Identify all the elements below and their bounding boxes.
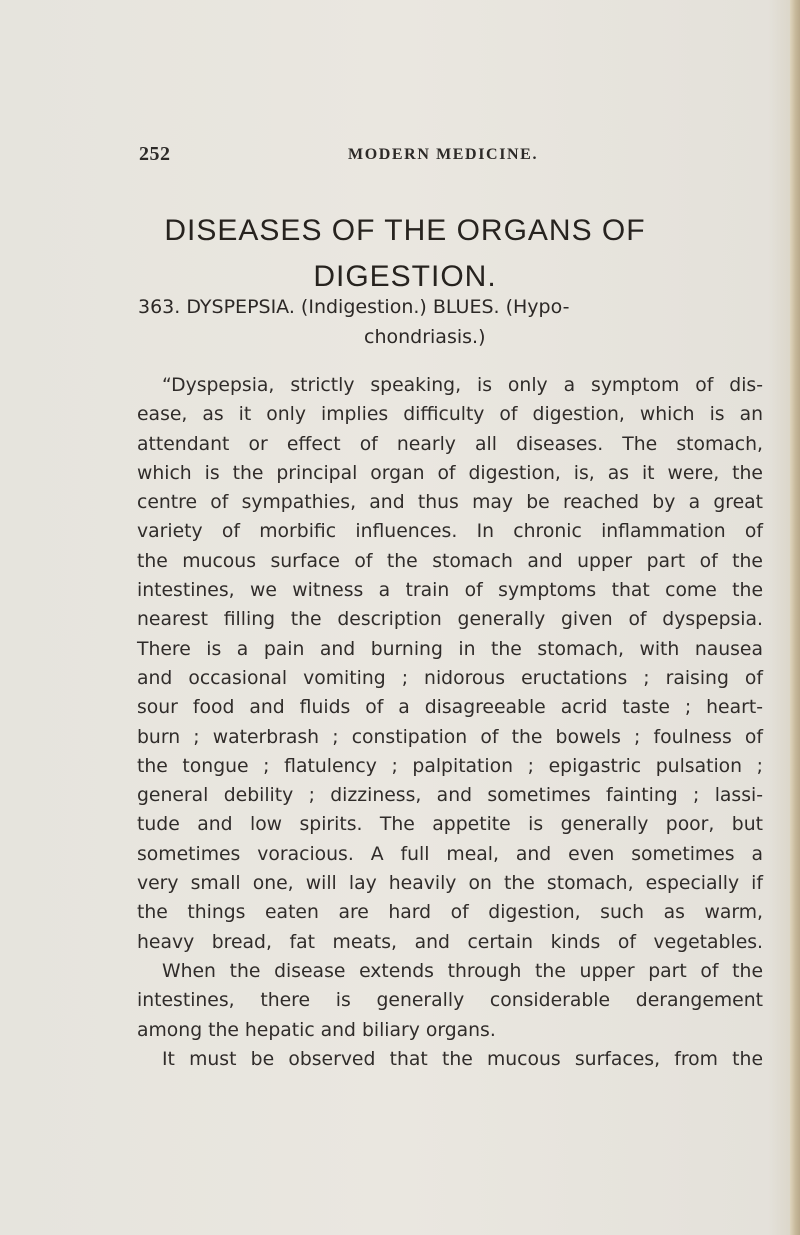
body-line: the mucous surface of the stomach and upper part of the bbox=[137, 550, 763, 572]
page-number: 252 bbox=[139, 143, 171, 165]
body-line: intestines, we witness a train of symptoms that come the bbox=[137, 580, 763, 602]
body-line: “Dyspepsia, strictly speaking, is only a symptom of dis- bbox=[162, 375, 763, 396]
section-title-line: DISEASES OF THE ORGANS OF bbox=[164, 214, 646, 247]
body-line: burn ; waterbrash ; constipation of the bowels ; foulness of bbox=[137, 726, 763, 748]
article-body bbox=[137, 371, 763, 1074]
body-line: sometimes voracious. A full meal, and even sometimes a bbox=[137, 843, 763, 865]
page-edge bbox=[790, 0, 800, 1235]
running-head bbox=[139, 143, 559, 169]
article-heading-line: 363. DYSPEPSIA. (Indigestion.) BLUES. (Hypo- bbox=[138, 296, 570, 318]
body-line: When the disease extends through the upper part of the bbox=[162, 960, 763, 982]
body-line: sour food and fluids of a disagreeable acrid taste ; heart- bbox=[137, 697, 763, 719]
article-heading bbox=[138, 292, 638, 352]
body-line: There is a pain and burning in the stomach, with nausea bbox=[137, 638, 763, 660]
body-line: centre of sympathies, and thus may be reached by a great bbox=[137, 492, 763, 514]
body-line: It must be observed that the mucous surfaces, from the bbox=[162, 1048, 763, 1070]
body-line: among the hepatic and biliary organs. bbox=[137, 1019, 496, 1041]
body-line: tude and low spirits. The appetite is generally poor, but bbox=[137, 814, 763, 836]
body-line: attendant or effect of nearly all diseases. The stomach, bbox=[137, 433, 763, 455]
running-title: MODERN MEDICINE. bbox=[348, 146, 539, 163]
body-line: heavy bread, fat meats, and certain kinds of vegetables. bbox=[137, 931, 763, 953]
body-line: the things eaten are hard of digestion, such as warm, bbox=[137, 902, 763, 924]
article-heading-line: chondriasis.) bbox=[364, 326, 486, 348]
body-line: which is the principal organ of digestion, is, as it were, the bbox=[137, 462, 763, 484]
body-line: ease, as it only implies difficulty of digestion, which is an bbox=[137, 404, 763, 426]
body-line: general debility ; dizziness, and sometimes fainting ; lassi- bbox=[137, 785, 763, 807]
body-line: the tongue ; flatulency ; palpitation ; epigastric pulsation ; bbox=[137, 755, 763, 777]
body-line: nearest filling the description generally given of dyspepsia. bbox=[137, 609, 763, 631]
body-line: variety of morbific influences. In chronic inflammation of bbox=[137, 521, 763, 543]
section-title bbox=[60, 208, 750, 300]
section-title-line: DIGESTION. bbox=[313, 260, 497, 293]
body-line: and occasional vomiting ; nidorous eructations ; raising of bbox=[137, 667, 763, 689]
body-line: very small one, will lay heavily on the stomach, especially if bbox=[137, 873, 763, 895]
body-line: intestines, there is generally considerable derangement bbox=[137, 990, 763, 1012]
